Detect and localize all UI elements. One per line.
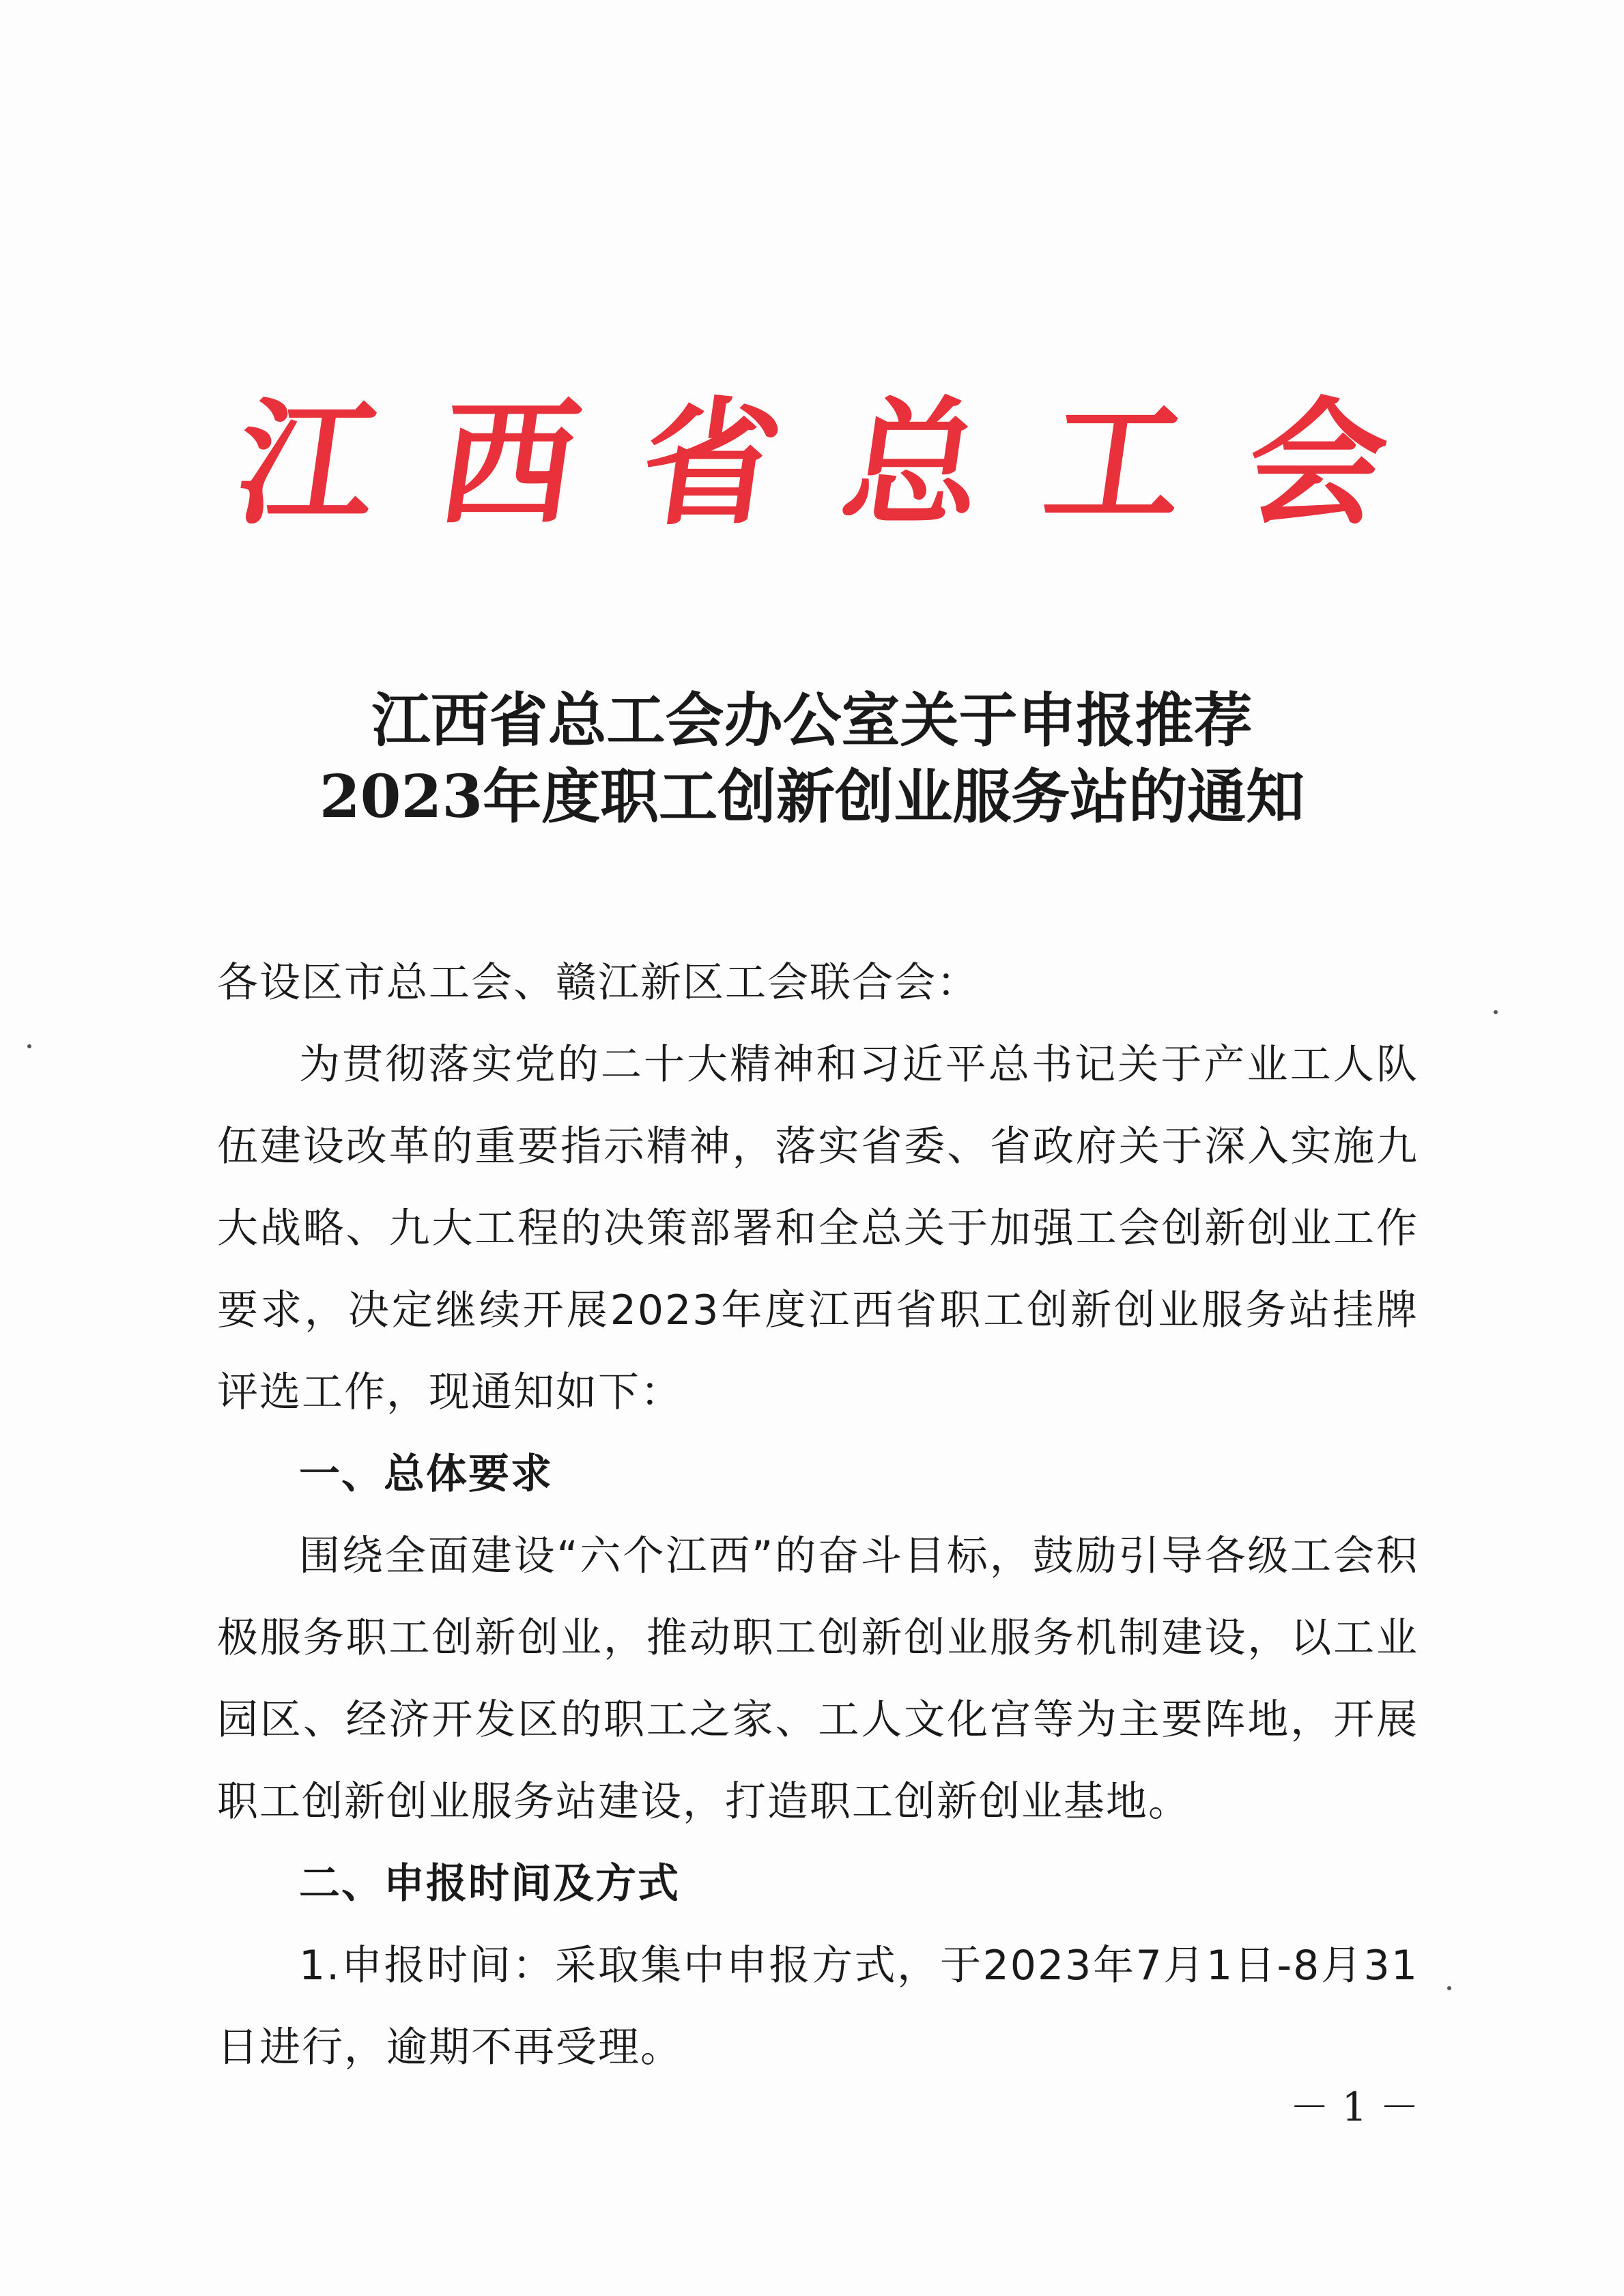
scan-speck: [27, 1044, 31, 1048]
scan-speck: [1494, 1010, 1498, 1014]
masthead-red-header: 江西省总工会: [227, 384, 1463, 544]
section-1-paragraph: 围绕全面建设“六个江西”的奋斗目标，鼓励引导各级工会积极服务职工创新创业，推动职工创新创业服务机制建设，以工业园区、经济开发区的职工之家、工人文化宫等为主要阵地，开展职工创新创业服务站建设，打造职工创新创业基地。: [217, 1532, 1419, 1826]
page-number: － 1 －: [1290, 2084, 1419, 2130]
title-line-2: 2023年度职工创新创业服务站的通知: [319, 762, 1305, 831]
document-title: [0, 683, 1624, 835]
document-body: [217, 942, 1419, 2089]
scan-speck: [1447, 1986, 1451, 1990]
section-2-item-1: 1.申报时间：采取集中申报方式，于2023年7月1日-8月31日进行，逾期不再受理。: [217, 1942, 1419, 2071]
section-1-heading: 一、总体要求: [299, 1450, 553, 1498]
section-2-heading: 二、申报时间及方式: [299, 1860, 680, 1908]
intro-paragraph: 为贯彻落实党的二十大精神和习近平总书记关于产业工人队伍建设改革的重要指示精神，落实省委、省政府关于深入实施九大战略、九大工程的决策部署和全总关于加强工会创新创业工作要求，决定继续开展2023年度江西省职工创新创业服务站挂牌评选工作，现通知如下：: [217, 1041, 1419, 1416]
title-line-1: 江西省总工会办公室关于申报推荐: [371, 686, 1253, 755]
addressee: 各设区市总工会、赣江新区工会联合会：: [217, 959, 979, 1007]
